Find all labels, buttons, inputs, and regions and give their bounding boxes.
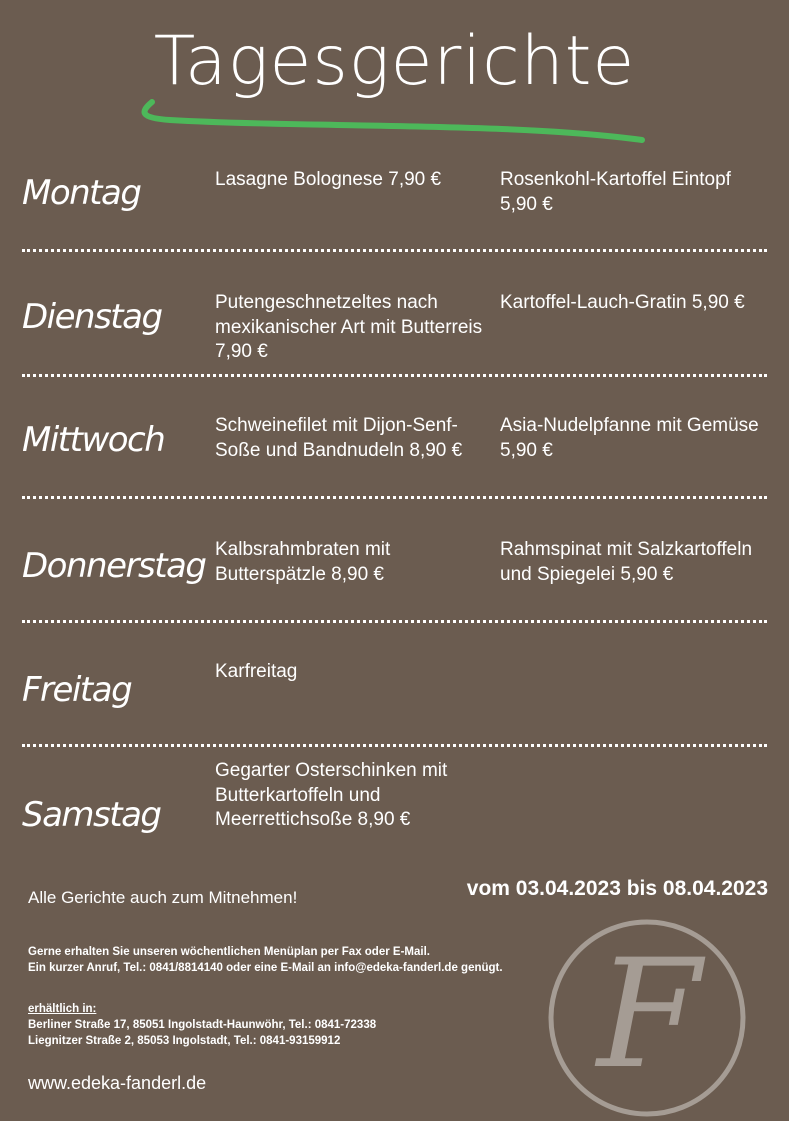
locations — [28, 1001, 376, 1049]
dotted-divider — [22, 496, 767, 499]
dish-main: Karfreitag — [215, 661, 298, 682]
page-title: Tagesgerichte — [153, 22, 636, 101]
address-line: Berliner Straße 17, 85051 Ingolstadt-Haunwöhr, Tel.: 0841-72338 — [28, 1019, 377, 1031]
dish-alt: Rahmspinat mit Salzkartoffeln und Spiegelei 5,90 € — [500, 539, 753, 585]
dotted-divider — [22, 620, 767, 623]
address-line: Liegnitzer Straße 2, 85053 Ingolstadt, Tel.: 0841-93159912 — [28, 1035, 341, 1047]
available-label: erhältlich in: — [28, 1003, 97, 1015]
date-range: vom 03.04.2023 bis 08.04.2023 — [466, 877, 768, 900]
day-label: Dienstag — [22, 297, 162, 337]
dish-main: Gegarter Osterschinken mit Butterkartoffeln und Meerrettichsoße 8,90 € — [215, 760, 448, 830]
fanderl-logo-icon — [547, 918, 747, 1118]
takeaway-note: Alle Gerichte auch zum Mitnehmen! — [28, 888, 298, 907]
green-swoosh — [130, 72, 650, 152]
day-label: Mittwoch — [22, 420, 165, 460]
day-label: Donnerstag — [22, 546, 206, 586]
dotted-divider — [22, 374, 767, 377]
fax-info-text-end: genügt. — [457, 962, 503, 974]
dish-main: Lasagne Bolognese 7,90 € — [215, 169, 442, 190]
dish-alt: Kartoffel-Lauch-Gratin 5,90 € — [500, 292, 745, 313]
day-label: Montag — [22, 173, 141, 213]
day-label: Samstag — [22, 795, 161, 835]
fax-info — [28, 944, 503, 976]
day-label: Freitag — [22, 670, 132, 710]
fax-info-text: Ein kurzer Anruf, Tel.: 0841/8814140 oder eine E-Mail an — [28, 962, 335, 974]
logo-letter: F — [596, 928, 702, 1102]
dotted-divider — [22, 249, 767, 252]
fax-info-line1: Gerne erhalten Sie unseren wöchentlichen Menüplan per Fax oder E-Mail. — [28, 946, 430, 958]
dish-main: Putengeschnetzeltes nach mexikanischer Art mit Butterreis 7,90 € — [215, 292, 483, 362]
dotted-divider — [22, 744, 767, 747]
fax-info-line2 — [28, 960, 503, 976]
dish-main: Kalbsrahmbraten mit Butterspätzle 8,90 € — [215, 539, 391, 585]
email-link[interactable]: info@edeka-fanderl.de — [334, 962, 458, 974]
website-link[interactable]: www.edeka-fanderl.de — [28, 1073, 207, 1093]
dish-main: Schweinefilet mit Dijon-Senf-Soße und Bandnudeln 8,90 € — [215, 415, 463, 461]
dish-alt: Rosenkohl-Kartoffel Eintopf 5,90 € — [500, 169, 731, 215]
dish-alt: Asia-Nudelpfanne mit Gemüse 5,90 € — [500, 415, 759, 461]
